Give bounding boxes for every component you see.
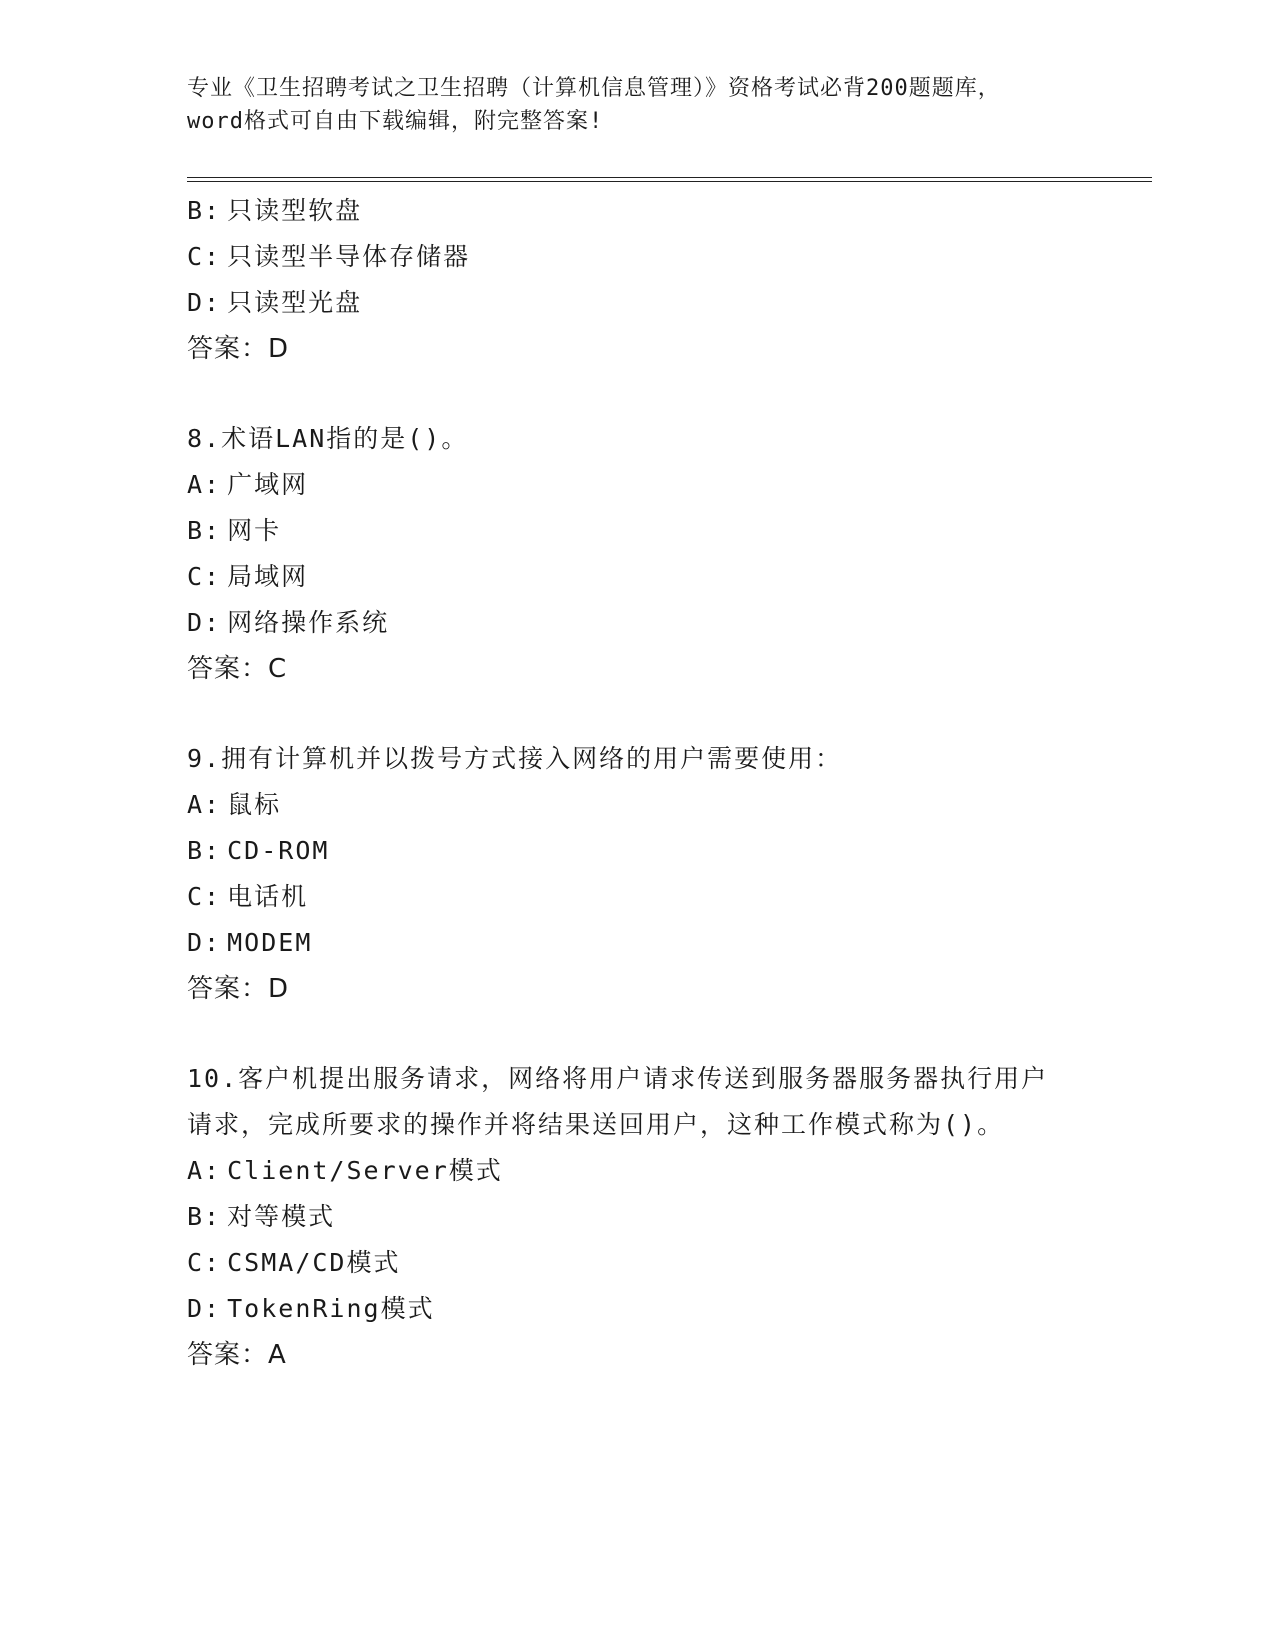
option-d — [187, 600, 1067, 646]
option-a — [187, 1148, 1067, 1194]
option-label: B: — [187, 196, 222, 225]
option-text: 只读型软盘 — [227, 196, 363, 225]
option-a — [187, 462, 1067, 508]
option-b — [187, 188, 1067, 234]
option-text: 广域网 — [227, 470, 309, 499]
header-divider — [187, 177, 1152, 182]
option-label: B: — [187, 1202, 222, 1231]
question-8 — [187, 416, 1067, 692]
option-text: 电话机 — [227, 882, 309, 911]
option-text: 只读型半导体存储器 — [227, 242, 471, 271]
question-9 — [187, 736, 1067, 1012]
option-label: C: — [187, 562, 222, 591]
question-text: 10.客户机提出服务请求，网络将用户请求传送到服务器服务器执行用户请求，完成所要求的操作并将结果送回用户，这种工作模式称为()。 — [187, 1064, 1049, 1139]
option-label: C: — [187, 242, 222, 271]
option-d — [187, 280, 1067, 326]
option-label: D: — [187, 288, 222, 317]
option-text: Client/Server模式 — [227, 1156, 503, 1185]
option-c — [187, 1240, 1067, 1286]
option-label: B: — [187, 836, 222, 865]
document-header — [187, 72, 1087, 138]
option-text: 局域网 — [227, 562, 309, 591]
option-label: A: — [187, 1156, 222, 1185]
answer-line: 答案：D — [187, 334, 290, 364]
answer-line: 答案：D — [187, 974, 290, 1004]
option-text: 只读型光盘 — [227, 288, 363, 317]
option-label: D: — [187, 928, 222, 957]
question-text: 9.拥有计算机并以拨号方式接入网络的用户需要使用： — [187, 744, 843, 773]
option-text: 网络操作系统 — [227, 608, 390, 637]
header-line-2: word格式可自由下载编辑，附完整答案! — [187, 109, 604, 134]
option-label: C: — [187, 1248, 222, 1277]
option-c — [187, 554, 1067, 600]
option-d — [187, 920, 1067, 966]
option-label: D: — [187, 1294, 222, 1323]
option-text: TokenRing模式 — [227, 1294, 435, 1323]
option-b — [187, 508, 1067, 554]
question-text: 8.术语LAN指的是()。 — [187, 424, 469, 453]
option-c — [187, 234, 1067, 280]
option-text: 对等模式 — [227, 1202, 336, 1231]
question-10 — [187, 1056, 1067, 1378]
option-text: 网卡 — [227, 516, 282, 545]
answer-line: 答案：A — [187, 1340, 287, 1370]
option-text: CD-ROM — [227, 836, 330, 865]
option-a — [187, 782, 1067, 828]
option-b — [187, 828, 1067, 874]
question-partial — [187, 188, 1067, 372]
option-label: A: — [187, 470, 222, 499]
answer-line: 答案：C — [187, 654, 288, 684]
option-label: A: — [187, 790, 222, 819]
option-text: MODEM — [227, 928, 313, 957]
option-label: C: — [187, 882, 222, 911]
option-text: 鼠标 — [227, 790, 282, 819]
option-label: B: — [187, 516, 222, 545]
option-label: D: — [187, 608, 222, 637]
option-text: CSMA/CD模式 — [227, 1248, 401, 1277]
option-c — [187, 874, 1067, 920]
option-d — [187, 1286, 1067, 1332]
option-b — [187, 1194, 1067, 1240]
document-body — [187, 188, 1067, 1378]
header-line-1: 专业《卫生招聘考试之卫生招聘（计算机信息管理）》资格考试必背200题题库， — [187, 76, 1001, 101]
